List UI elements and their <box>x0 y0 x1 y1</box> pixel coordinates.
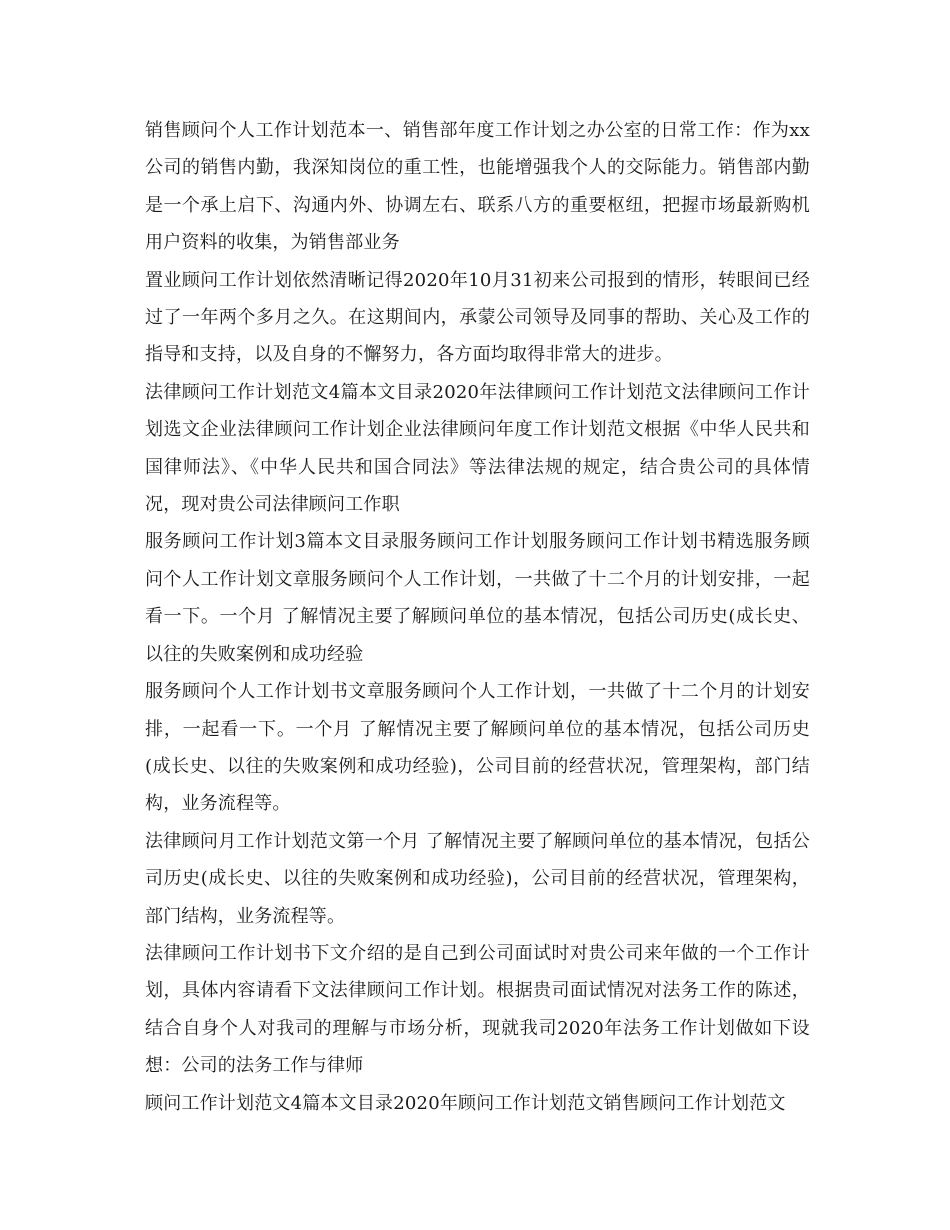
paragraph: 置业顾问工作计划依然清晰记得2020年10月31初来公司报到的情形，转眼间已经过了一年两个多月之久。在这期间内，承蒙公司领导及同事的帮助、关心及工作的指导和支持，以及自身的不懈努力，各方面均取得非常大的进步。 <box>145 269 810 366</box>
paragraph: 顾问工作计划范文4篇本文目录2020年顾问工作计划范文销售顾问工作计划范文 <box>145 1092 786 1114</box>
paragraph: 服务顾问个人工作计划书文章服务顾问个人工作计划，一共做了十二个月的计划安排，一起看一下。一个月 了解情况主要了解顾问单位的基本情况，包括公司历史(成长史、以往的失败案例和成功经验)，公司目前的经营状况，管理架构，部门结构，业务流程等。 <box>145 681 810 815</box>
document-body <box>145 112 810 1122</box>
paragraph: 法律顾问工作计划书下文介绍的是自己到公司面试时对贵公司来年做的一个工作计划，具体内容请看下文法律顾问工作计划。根据贵司面试情况对法务工作的陈述，结合自身个人对我司的理解与市场分析，现就我司2020年法务工作计划做如下设想：公司的法务工作与律师 <box>145 942 810 1077</box>
paragraph: 法律顾问工作计划范文4篇本文目录2020年法律顾问工作计划范文法律顾问工作计划选文企业法律顾问工作计划企业法律顾问年度工作计划范文根据《中华人民共和国律师法》、《中华人民共和国合同法》等法律法规的规定，结合贵公司的具体情况，现对贵公司法律顾问工作职 <box>145 381 810 516</box>
paragraph: 服务顾问工作计划3篇本文目录服务顾问工作计划服务顾问工作计划书精选服务顾问个人工作计划文章服务顾问个人工作计划，一共做了十二个月的计划安排，一起看一下。一个月 了解情况主要了解顾问单位的基本情况，包括公司历史(成长史、以往的失败案例和成功经验 <box>145 531 810 665</box>
paragraph: 销售顾问个人工作计划范本一、销售部年度工作计划之办公室的日常工作：作为xx公司的销售内勤，我深知岗位的重工性，也能增强我个人的交际能力。销售部内勤是一个承上启下、沟通内外、协调左右、联系八方的重要枢纽，把握市场最新购机用户资料的收集，为销售部业务 <box>145 120 810 254</box>
paragraph: 法律顾问月工作计划范文第一个月 了解情况主要了解顾问单位的基本情况，包括公司历史(成长史、以往的失败案例和成功经验)，公司目前的经营状况，管理架构，部门结构，业务流程等。 <box>145 830 810 927</box>
